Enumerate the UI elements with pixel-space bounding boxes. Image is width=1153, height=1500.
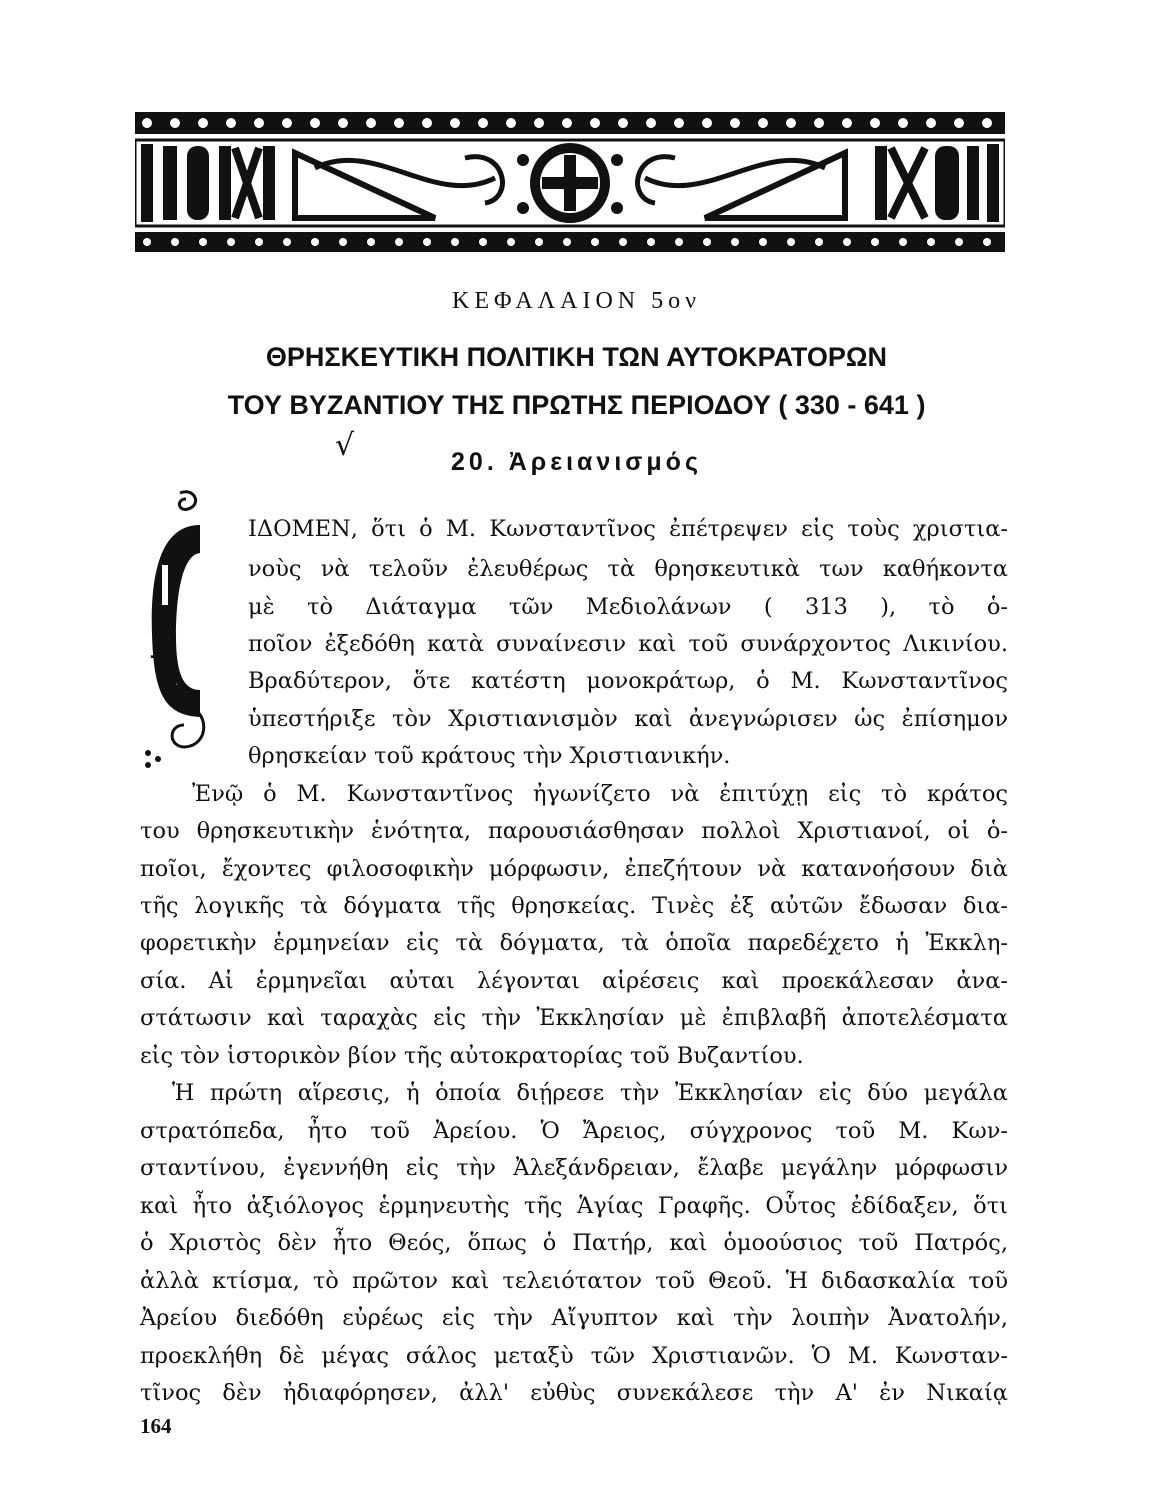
text-line: θρησκείαν τοῦ κράτους τὴν Χριστιανικήν. [248,743,731,769]
text-line: τῆς λογικῆς τὰ δόγματα τῆς θρησκείας. Τινὲς ἐξ αὐτῶν ἔδωσαν δια- [140,893,1008,919]
ornamental-drop-cap [140,485,220,785]
text-line: καὶ ἦτο ἀξιόλογος ἑρμηνευτὴς τῆς Ἁγίας Γραφῆς. Οὗτος ἐδίδαξεν, ὅτι [140,1193,1008,1219]
text-line: νοὺς νὰ τελοῦν ἐλευθέρως τὰ θρησκευτικὰ των καθήκοντα [248,556,1008,582]
chapter-title-line-2: ΤΟΥ ΒΥΖΑΝΤΙΟΥ ΤΗΣ ΠΡΩΤΗΣ ΠΕΡΙΟΔΟΥ ( 330 - 641 ) [227,390,926,420]
text-line: Βραδύτερον, ὅτε κατέστη μονοκράτωρ, ὁ Μ. Κωνσταντῖνος [248,668,1008,694]
text-line: ΙΔΟΜΕΝ, ὅτι ὁ Μ. Κωνσταντῖνος ἐπέτρεψεν εἰς τοὺς χριστια- [248,516,1008,542]
text-line: ποῖον ἐξεδόθη κατὰ συναίνεσιν καὶ τοῦ συνάρχοντος Λικινίου. [248,631,1008,657]
page-number: 164 [140,1414,172,1438]
text-line: τῖνος δὲν ἠδιαφόρησεν, ἀλλ' εὐθὺς συνεκάλεσε τὴν Α' ἐν Νικαίᾳ [140,1380,1008,1406]
text-line: προεκλήθη δὲ μέγας σάλος μεταξὺ τῶν Χριστιανῶν. Ὁ Μ. Κωνσταν- [140,1343,1008,1369]
section-heading: 20. Ἀρειανισμός [451,448,702,476]
chapter-heading: ΚΕΦΑΛΑΙΟΝ 5ον [452,288,701,314]
text-line: του θρησκευτικὴν ἑνότητα, παρουσιάσθησαν πολλοὶ Χριστιανοί, οἱ ὁ- [140,818,1008,844]
text-line: μὲ τὸ Διάταγμα τῶν Μεδιολάνων ( 313 ), τὸ ὁ- [248,594,1008,620]
drop-cap-letter: Ε [176,684,178,686]
text-line: ποῖοι, ἔχοντες φιλοσοφικὴν μόρφωσιν, ἐπεζήτουν νὰ κατανοήσουν διὰ [140,856,1008,882]
text-line: Ἀρείου διεδόθη εὐρέως εἰς τὴν Αἴγυπτον καὶ τὴν λοιπὴν Ἀνατολήν, [140,1305,1008,1331]
text-line: ἀλλὰ κτίσμα, τὸ πρῶτον καὶ τελειότατον τοῦ Θεοῦ. Ἡ διδασκαλία τοῦ [140,1268,1008,1294]
text-line: Ἡ πρώτη αἵρεσις, ἡ ὁποία διῄρεσε τὴν Ἐκκλησίαν εἰς δύο μεγάλα [172,1080,1008,1106]
text-line: ὑπεστήριξε τὸν Χριστιανισμὸν καὶ ἀνεγνώρισεν ὡς ἐπίσημον [248,706,1008,732]
svg-text:#: # [148,633,179,674]
text-line: Ἐνῷ ὁ Μ. Κωνσταντῖνος ἠγωνίζετο νὰ ἐπιτύχῃ εἰς τὸ κράτος [192,781,1008,807]
byzantine-ornament-banner [135,108,1005,256]
text-line: ὁ Χριστὸς δὲν ἦτο Θεός, ὅπως ὁ Πατήρ, καὶ ὁμοούσιος τοῦ Πατρός, [140,1230,1008,1256]
text-line: σταντίνου, ἐγεννήθη εἰς τὴν Ἀλεξάνδρειαν, ἔλαβε μεγάλην μόρφωσιν [140,1155,1008,1181]
text-line: φορετικὴν ἑρμηνείαν εἰς τὰ δόγματα, τὰ ὁποῖα παρεδέχετο ἡ Ἐκκλη- [140,930,1008,956]
text-line: σία. Αἱ ἑρμηνεῖαι αὐται λέγονται αἱρέσεις καὶ προεκάλεσαν ἀνα- [140,968,1008,994]
text-line: στάτωσιν καὶ ταραχὰς εἰς τὴν Ἐκκλησίαν μὲ ἐπιβλαβῆ ἀποτελέσματα [140,1005,1008,1031]
handwritten-check-mark: √ [335,428,355,463]
text-line: εἰς τὸν ἱστορικὸν βίον τῆς αὐτοκρατορίας τοῦ Βυζαντίου. [140,1043,804,1069]
text-line: στρατόπεδα, ἦτο τοῦ Ἀρείου. Ὁ Ἄρειος, σύγχρονος τοῦ Μ. Κων- [140,1118,1008,1144]
chapter-title-line-1: ΘΡΗΣΚΕΥΤΙΚΗ ΠΟΛΙΤΙΚΗ ΤΩΝ ΑΥΤΟΚΡΑΤΟΡΩΝ [265,342,888,372]
